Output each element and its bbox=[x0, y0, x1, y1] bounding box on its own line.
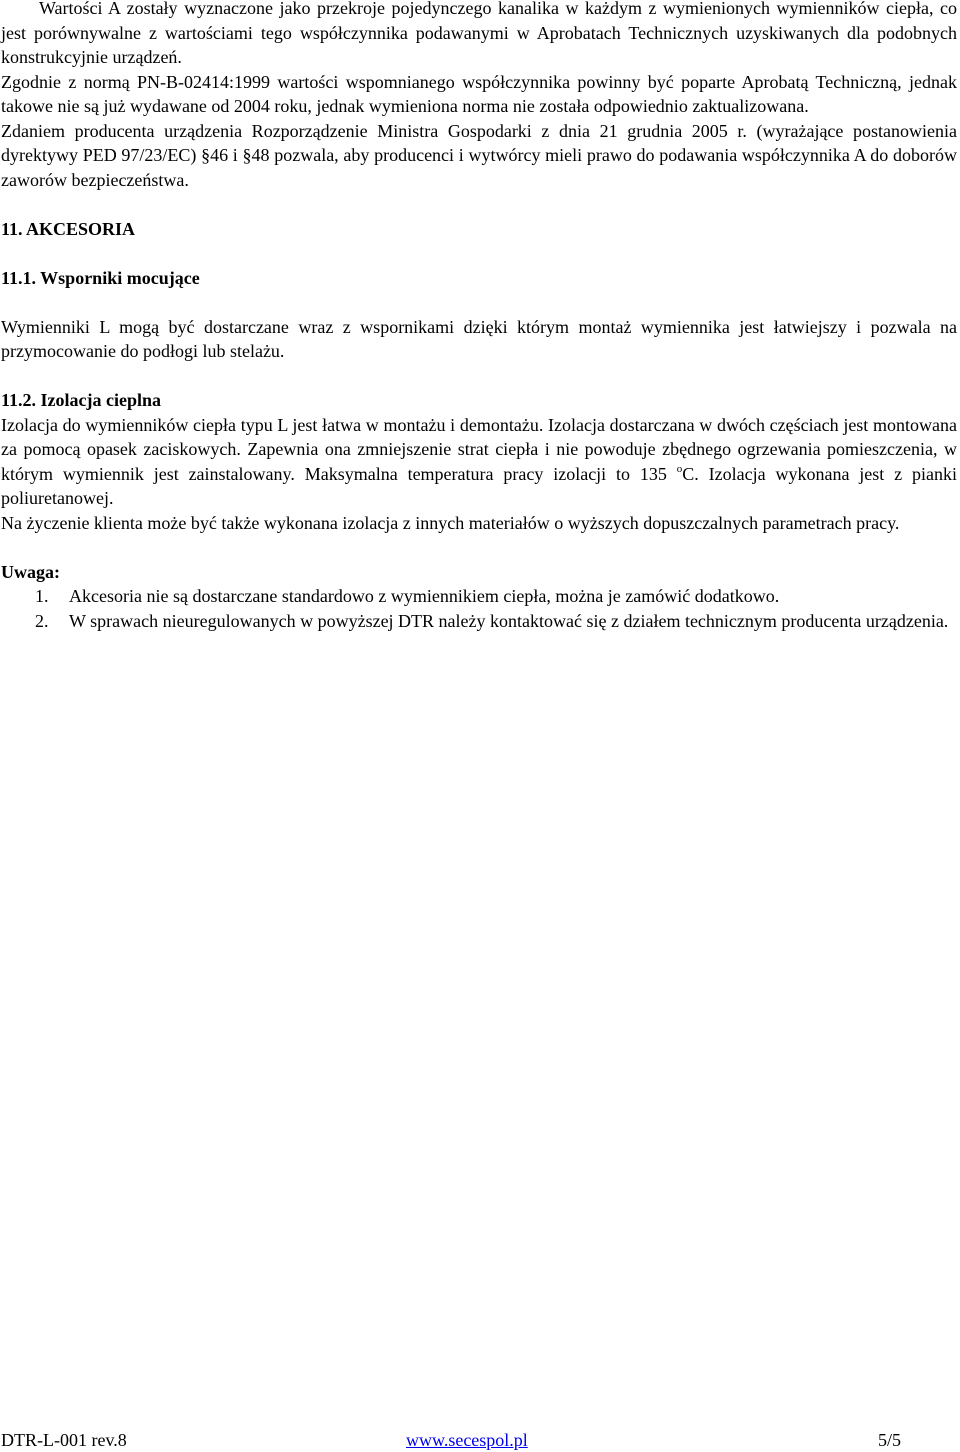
note-item-number: 2. bbox=[35, 610, 49, 631]
note-item-text: Akcesoria nie są dostarczane standardowo z wymiennikiem ciepła, można je zamówić dodatkowo. bbox=[69, 586, 780, 606]
note-item bbox=[1, 609, 957, 634]
footer-website-link[interactable]: www.secespol.pl bbox=[406, 1430, 528, 1450]
note-list bbox=[1, 584, 957, 633]
paragraph-insulation bbox=[1, 413, 957, 511]
paragraph-brackets: Wymienniki L mogą być dostarczane wraz z wspornikami dzięki którym montaż wymiennika jest łatwiejszy i pozwala na przymocowanie do podłogi lub stelażu. bbox=[1, 316, 957, 361]
subsection-heading-brackets: 11.1. Wsporniki mocujące bbox=[1, 267, 200, 288]
note-item bbox=[1, 584, 957, 609]
paragraph-norm: Zgodnie z normą PN-B-02414:1999 wartości wspomnianego współczynnika powinny być poparte Aprobatą Techniczną, jednak takowe nie są już wydawane od 2004 roku, jednak wymieniona norma nie została odpowiednio zaktualizowana. bbox=[1, 71, 957, 116]
insulation-text-part2: C. Izolacja wykonana jest z pianki poliuretanowej. bbox=[1, 463, 958, 508]
page-footer bbox=[1, 1428, 901, 1452]
note-heading: Uwaga: bbox=[1, 561, 60, 582]
section-heading-accessories: 11. AKCESORIA bbox=[1, 218, 136, 239]
paragraph-custom-order: Na życzenie klienta może być także wykonana izolacja z innych materiałów o wyższych dopuszczalnych parametrach pracy. bbox=[1, 512, 900, 533]
paragraph-regulation: Zdaniem producenta urządzenia Rozporządzenie Ministra Gospodarki z dnia 21 grudnia 2005 r. (wyrażające postanowienia dyrektywy PED 97/23/EC) §46 i §48 pozwala, aby producenci i wytwórcy mieli prawo do podawania współczynnika A do doborów zaworów bezpieczeństwa. bbox=[1, 120, 957, 190]
note-item-number: 1. bbox=[35, 586, 49, 606]
document-body bbox=[1, 0, 957, 633]
footer-document-id: DTR-L-001 rev.8 bbox=[1, 1430, 127, 1450]
note-item-text: W sprawach nieuregulowanych w powyższej DTR należy kontaktować się z działem technicznym producenta urządzenia. bbox=[69, 610, 949, 631]
degree-symbol: o bbox=[676, 462, 683, 475]
footer-page-number: 5/5 bbox=[877, 1430, 901, 1450]
subsection-heading-insulation: 11.2. Izolacja cieplna bbox=[1, 390, 161, 410]
paragraph-coefficient-a: Wartości A zostały wyznaczone jako przekroje pojedynczego kanalika w każdym z wymienionych wymienników ciepła, co jest porównywalne z wartościami tego współczynnika podawanymi w Aprobatach Technicznych uzyskiwanych dla podobnych konstrukcyjnie urządzeń. bbox=[1, 0, 957, 67]
insulation-text-part1: Izolacja do wymienników ciepła typu L jest łatwa w montażu i demontażu. Izolacja dostarczana w dwóch częściach jest montowana za pomocą opasek zaciskowych. Zapewnia ona zmniejszenie strat ciepła i nie powoduje zbędnego ogrzewania pomieszczenia, w którym wymiennik jest zainstalowany. Maksymalna temperatura pracy izolacji to 135 bbox=[1, 414, 957, 484]
